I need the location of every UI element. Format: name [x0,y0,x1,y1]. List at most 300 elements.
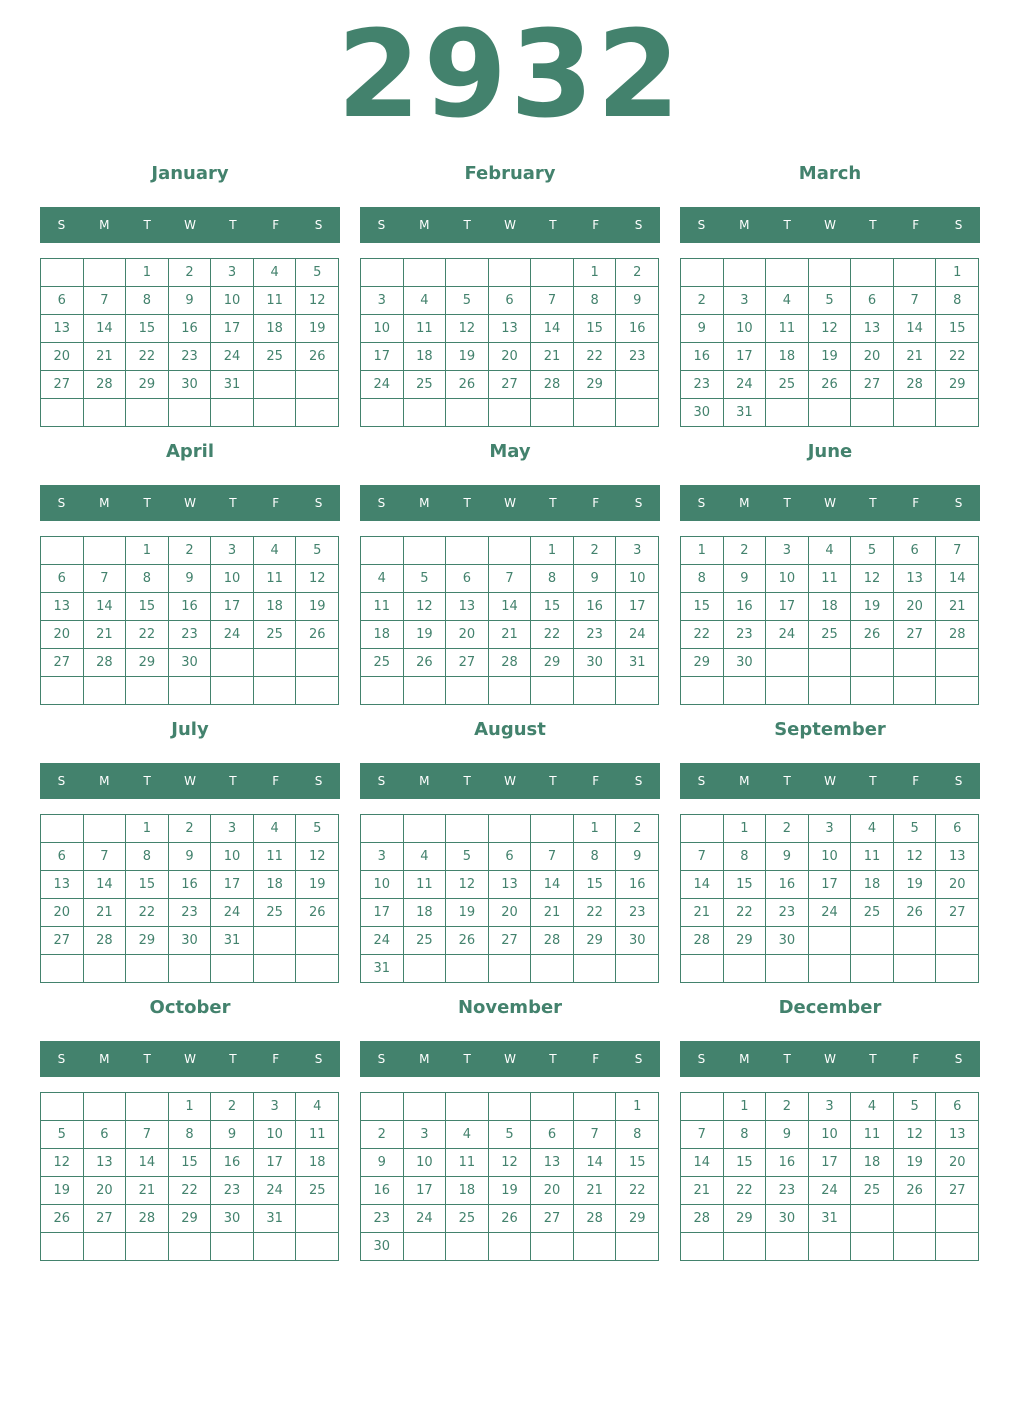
empty-cell [574,1093,617,1121]
day-cell: 18 [254,593,297,621]
day-cell: 4 [254,537,297,565]
weekday-header [40,485,340,521]
day-cell: 27 [84,1205,127,1233]
weekday-label: T [463,496,471,510]
empty-cell [254,1233,297,1261]
day-cell: 22 [724,1177,767,1205]
day-cell: 14 [681,1149,724,1177]
day-cell: 4 [296,1093,339,1121]
day-cell: 17 [211,593,254,621]
day-cell: 5 [41,1121,84,1149]
day-cell: 29 [126,927,169,955]
empty-cell [936,955,979,983]
day-cell: 17 [809,871,852,899]
empty-cell [616,399,659,427]
day-cell: 3 [361,843,404,871]
empty-cell [851,1205,894,1233]
weekday-label: T [869,218,877,232]
weekday-label: W [184,496,196,510]
day-cell: 14 [531,871,574,899]
day-cell: 27 [851,371,894,399]
weekday-label: S [634,774,643,788]
day-cell: 21 [531,343,574,371]
empty-cell [616,955,659,983]
empty-cell [404,955,447,983]
empty-cell [84,677,127,705]
empty-cell [404,537,447,565]
day-cell: 7 [84,287,127,315]
day-cell: 24 [809,899,852,927]
day-cell: 3 [211,259,254,287]
day-cell: 12 [809,315,852,343]
day-cell: 13 [41,315,84,343]
empty-cell [404,259,447,287]
day-cell: 4 [809,537,852,565]
day-cell: 23 [766,899,809,927]
empty-cell [894,927,937,955]
day-cell: 21 [681,899,724,927]
day-cell: 8 [936,287,979,315]
day-cell: 25 [766,371,809,399]
weekday-label: S [57,496,66,510]
day-cell: 30 [361,1233,404,1261]
weekday-label: T [229,774,237,788]
weekday-label: T [463,774,471,788]
day-cell: 2 [574,537,617,565]
empty-cell [211,955,254,983]
month-name: February [464,163,556,184]
day-cell: 3 [211,537,254,565]
empty-cell [84,537,127,565]
empty-cell [894,1233,937,1261]
day-cell: 14 [936,565,979,593]
day-cell: 24 [361,371,404,399]
day-cell: 25 [254,343,297,371]
weekday-label: F [272,1052,280,1066]
day-cell: 1 [616,1093,659,1121]
day-cell: 16 [169,871,212,899]
weekday-label: F [592,496,600,510]
day-cell: 5 [489,1121,532,1149]
day-cell: 17 [254,1149,297,1177]
empty-cell [404,677,447,705]
weekday-label: S [314,218,323,232]
empty-cell [41,259,84,287]
day-grid [360,258,659,427]
empty-cell [446,537,489,565]
day-cell: 28 [681,927,724,955]
day-cell: 19 [446,343,489,371]
day-grid [40,1092,339,1261]
day-cell: 15 [126,315,169,343]
day-cell: 14 [894,315,937,343]
day-cell: 24 [724,371,767,399]
day-cell: 26 [296,899,339,927]
day-cell: 10 [724,315,767,343]
weekday-header [360,1041,660,1077]
day-cell: 7 [531,287,574,315]
day-cell: 11 [254,565,297,593]
day-cell: 19 [894,871,937,899]
weekday-label: M [739,496,750,510]
empty-cell [851,955,894,983]
day-cell: 8 [724,1121,767,1149]
weekday-label: W [184,1052,196,1066]
empty-cell [766,677,809,705]
day-cell: 15 [531,593,574,621]
day-grid [680,258,979,427]
day-cell: 15 [126,593,169,621]
empty-cell [724,955,767,983]
day-cell: 10 [809,843,852,871]
weekday-label: S [57,218,66,232]
day-cell: 17 [766,593,809,621]
empty-cell [681,1093,724,1121]
day-cell: 18 [809,593,852,621]
empty-cell [489,537,532,565]
empty-cell [809,399,852,427]
day-cell: 3 [809,1093,852,1121]
day-cell: 5 [296,815,339,843]
day-cell: 7 [574,1121,617,1149]
day-cell: 22 [531,621,574,649]
day-cell: 21 [936,593,979,621]
day-cell: 19 [851,593,894,621]
day-cell: 1 [724,815,767,843]
day-cell: 7 [894,287,937,315]
weekday-label: W [824,496,836,510]
day-cell: 12 [296,565,339,593]
day-cell: 26 [296,343,339,371]
weekday-label: W [824,1052,836,1066]
day-cell: 26 [41,1205,84,1233]
day-cell: 16 [361,1177,404,1205]
day-cell: 12 [41,1149,84,1177]
day-cell: 31 [211,371,254,399]
day-cell: 25 [851,1177,894,1205]
day-cell: 1 [531,537,574,565]
day-cell: 22 [616,1177,659,1205]
month-name: July [171,719,209,740]
day-cell: 20 [894,593,937,621]
empty-cell [766,399,809,427]
weekday-label: F [912,774,920,788]
empty-cell [936,649,979,677]
weekday-label: M [419,774,430,788]
day-cell: 14 [84,593,127,621]
empty-cell [296,1233,339,1261]
day-cell: 6 [489,287,532,315]
weekday-label: T [229,1052,237,1066]
empty-cell [936,399,979,427]
empty-cell [531,1093,574,1121]
empty-cell [41,399,84,427]
weekday-label: T [549,218,557,232]
day-cell: 3 [616,537,659,565]
weekday-header [360,485,660,521]
day-cell: 2 [766,815,809,843]
day-cell: 12 [851,565,894,593]
day-cell: 13 [851,315,894,343]
empty-cell [404,815,447,843]
day-cell: 2 [169,259,212,287]
empty-cell [446,1093,489,1121]
day-cell: 16 [766,871,809,899]
day-cell: 15 [681,593,724,621]
day-cell: 26 [894,899,937,927]
day-cell: 24 [211,899,254,927]
day-cell: 11 [446,1149,489,1177]
empty-cell [574,955,617,983]
empty-cell [126,399,169,427]
empty-cell [894,677,937,705]
day-cell: 9 [169,843,212,871]
weekday-header [680,207,980,243]
day-grid [40,814,339,983]
empty-cell [211,677,254,705]
month-name: May [489,441,531,462]
month-name: June [807,441,853,462]
empty-cell [361,399,404,427]
day-cell: 16 [681,343,724,371]
month-name: March [798,163,862,184]
day-cell: 3 [254,1093,297,1121]
weekday-label: M [99,496,110,510]
day-cell: 6 [41,287,84,315]
day-cell: 19 [404,621,447,649]
day-cell: 23 [724,621,767,649]
day-grid [680,1092,979,1261]
weekday-label: F [272,218,280,232]
day-cell: 10 [211,843,254,871]
weekday-label: T [143,496,151,510]
day-cell: 16 [616,315,659,343]
empty-cell [531,399,574,427]
day-cell: 14 [126,1149,169,1177]
day-cell: 18 [296,1149,339,1177]
day-cell: 28 [574,1205,617,1233]
empty-cell [254,927,297,955]
weekday-label: S [57,774,66,788]
day-cell: 28 [489,649,532,677]
weekday-label: W [504,496,516,510]
day-cell: 20 [84,1177,127,1205]
day-cell: 5 [296,537,339,565]
weekday-label: T [783,774,791,788]
weekday-label: T [783,1052,791,1066]
day-cell: 27 [41,371,84,399]
day-cell: 19 [489,1177,532,1205]
weekday-label: T [869,496,877,510]
day-cell: 6 [84,1121,127,1149]
weekday-label: F [592,774,600,788]
day-cell: 7 [489,565,532,593]
day-cell: 23 [211,1177,254,1205]
day-cell: 17 [211,315,254,343]
day-cell: 21 [84,621,127,649]
day-cell: 13 [489,871,532,899]
day-cell: 8 [126,565,169,593]
day-cell: 9 [211,1121,254,1149]
month-name: August [474,719,546,740]
day-cell: 9 [616,843,659,871]
empty-cell [851,259,894,287]
weekday-label: S [697,496,706,510]
day-cell: 27 [489,371,532,399]
weekday-label: T [549,774,557,788]
day-cell: 16 [766,1149,809,1177]
day-cell: 28 [126,1205,169,1233]
empty-cell [489,399,532,427]
weekday-label: W [824,774,836,788]
day-cell: 4 [446,1121,489,1149]
day-cell: 29 [169,1205,212,1233]
empty-cell [296,399,339,427]
day-cell: 18 [361,621,404,649]
day-cell: 24 [809,1177,852,1205]
day-cell: 22 [126,899,169,927]
day-cell: 9 [574,565,617,593]
day-cell: 1 [574,815,617,843]
day-cell: 21 [531,899,574,927]
day-cell: 25 [254,621,297,649]
day-cell: 3 [766,537,809,565]
weekday-label: S [377,1052,386,1066]
day-cell: 4 [404,843,447,871]
weekday-label: T [463,1052,471,1066]
day-cell: 21 [681,1177,724,1205]
day-cell: 14 [681,871,724,899]
empty-cell [404,399,447,427]
empty-cell [894,399,937,427]
day-cell: 4 [851,815,894,843]
day-cell: 15 [936,315,979,343]
empty-cell [489,259,532,287]
day-cell: 6 [851,287,894,315]
day-cell: 15 [126,871,169,899]
empty-cell [616,371,659,399]
day-cell: 4 [361,565,404,593]
empty-cell [84,955,127,983]
empty-cell [361,1093,404,1121]
day-cell: 21 [84,343,127,371]
day-cell: 13 [84,1149,127,1177]
day-cell: 18 [851,871,894,899]
day-cell: 20 [851,343,894,371]
empty-cell [681,955,724,983]
empty-cell [126,1093,169,1121]
day-cell: 10 [361,871,404,899]
day-cell: 29 [574,371,617,399]
day-cell: 10 [766,565,809,593]
day-cell: 17 [404,1177,447,1205]
day-cell: 9 [616,287,659,315]
day-cell: 19 [296,871,339,899]
empty-cell [446,677,489,705]
day-cell: 31 [211,927,254,955]
day-cell: 26 [296,621,339,649]
day-grid [680,536,979,705]
empty-cell [809,649,852,677]
day-cell: 18 [851,1149,894,1177]
day-cell: 11 [254,843,297,871]
empty-cell [681,259,724,287]
empty-cell [681,1233,724,1261]
day-cell: 29 [574,927,617,955]
day-cell: 25 [404,927,447,955]
day-cell: 15 [616,1149,659,1177]
empty-cell [84,399,127,427]
day-cell: 24 [616,621,659,649]
day-cell: 18 [404,899,447,927]
day-cell: 9 [169,565,212,593]
day-grid [360,814,659,983]
day-cell: 22 [169,1177,212,1205]
empty-cell [531,815,574,843]
day-cell: 18 [254,871,297,899]
day-cell: 13 [936,843,979,871]
day-cell: 2 [724,537,767,565]
empty-cell [211,649,254,677]
empty-cell [574,399,617,427]
day-cell: 28 [894,371,937,399]
weekday-header [40,1041,340,1077]
weekday-header [360,207,660,243]
day-cell: 10 [404,1149,447,1177]
day-cell: 23 [681,371,724,399]
day-cell: 17 [361,899,404,927]
day-cell: 19 [894,1149,937,1177]
day-cell: 1 [574,259,617,287]
day-cell: 20 [936,1149,979,1177]
weekday-label: S [954,1052,963,1066]
day-cell: 11 [404,315,447,343]
weekday-label: M [99,1052,110,1066]
weekday-label: F [912,218,920,232]
day-cell: 22 [126,621,169,649]
empty-cell [531,955,574,983]
empty-cell [446,399,489,427]
day-cell: 10 [254,1121,297,1149]
empty-cell [84,259,127,287]
day-cell: 31 [809,1205,852,1233]
day-cell: 23 [766,1177,809,1205]
weekday-label: M [99,218,110,232]
empty-cell [446,955,489,983]
day-cell: 15 [724,871,767,899]
weekday-label: S [954,496,963,510]
empty-cell [41,537,84,565]
empty-cell [616,677,659,705]
day-cell: 30 [766,927,809,955]
day-cell: 7 [531,843,574,871]
empty-cell [531,259,574,287]
weekday-header [40,207,340,243]
empty-cell [489,1233,532,1261]
day-cell: 19 [296,315,339,343]
day-cell: 9 [766,1121,809,1149]
weekday-label: T [869,1052,877,1066]
day-cell: 7 [126,1121,169,1149]
empty-cell [724,677,767,705]
day-cell: 30 [681,399,724,427]
day-cell: 17 [616,593,659,621]
empty-cell [296,677,339,705]
day-cell: 12 [296,287,339,315]
day-cell: 9 [766,843,809,871]
day-cell: 8 [169,1121,212,1149]
day-cell: 30 [211,1205,254,1233]
